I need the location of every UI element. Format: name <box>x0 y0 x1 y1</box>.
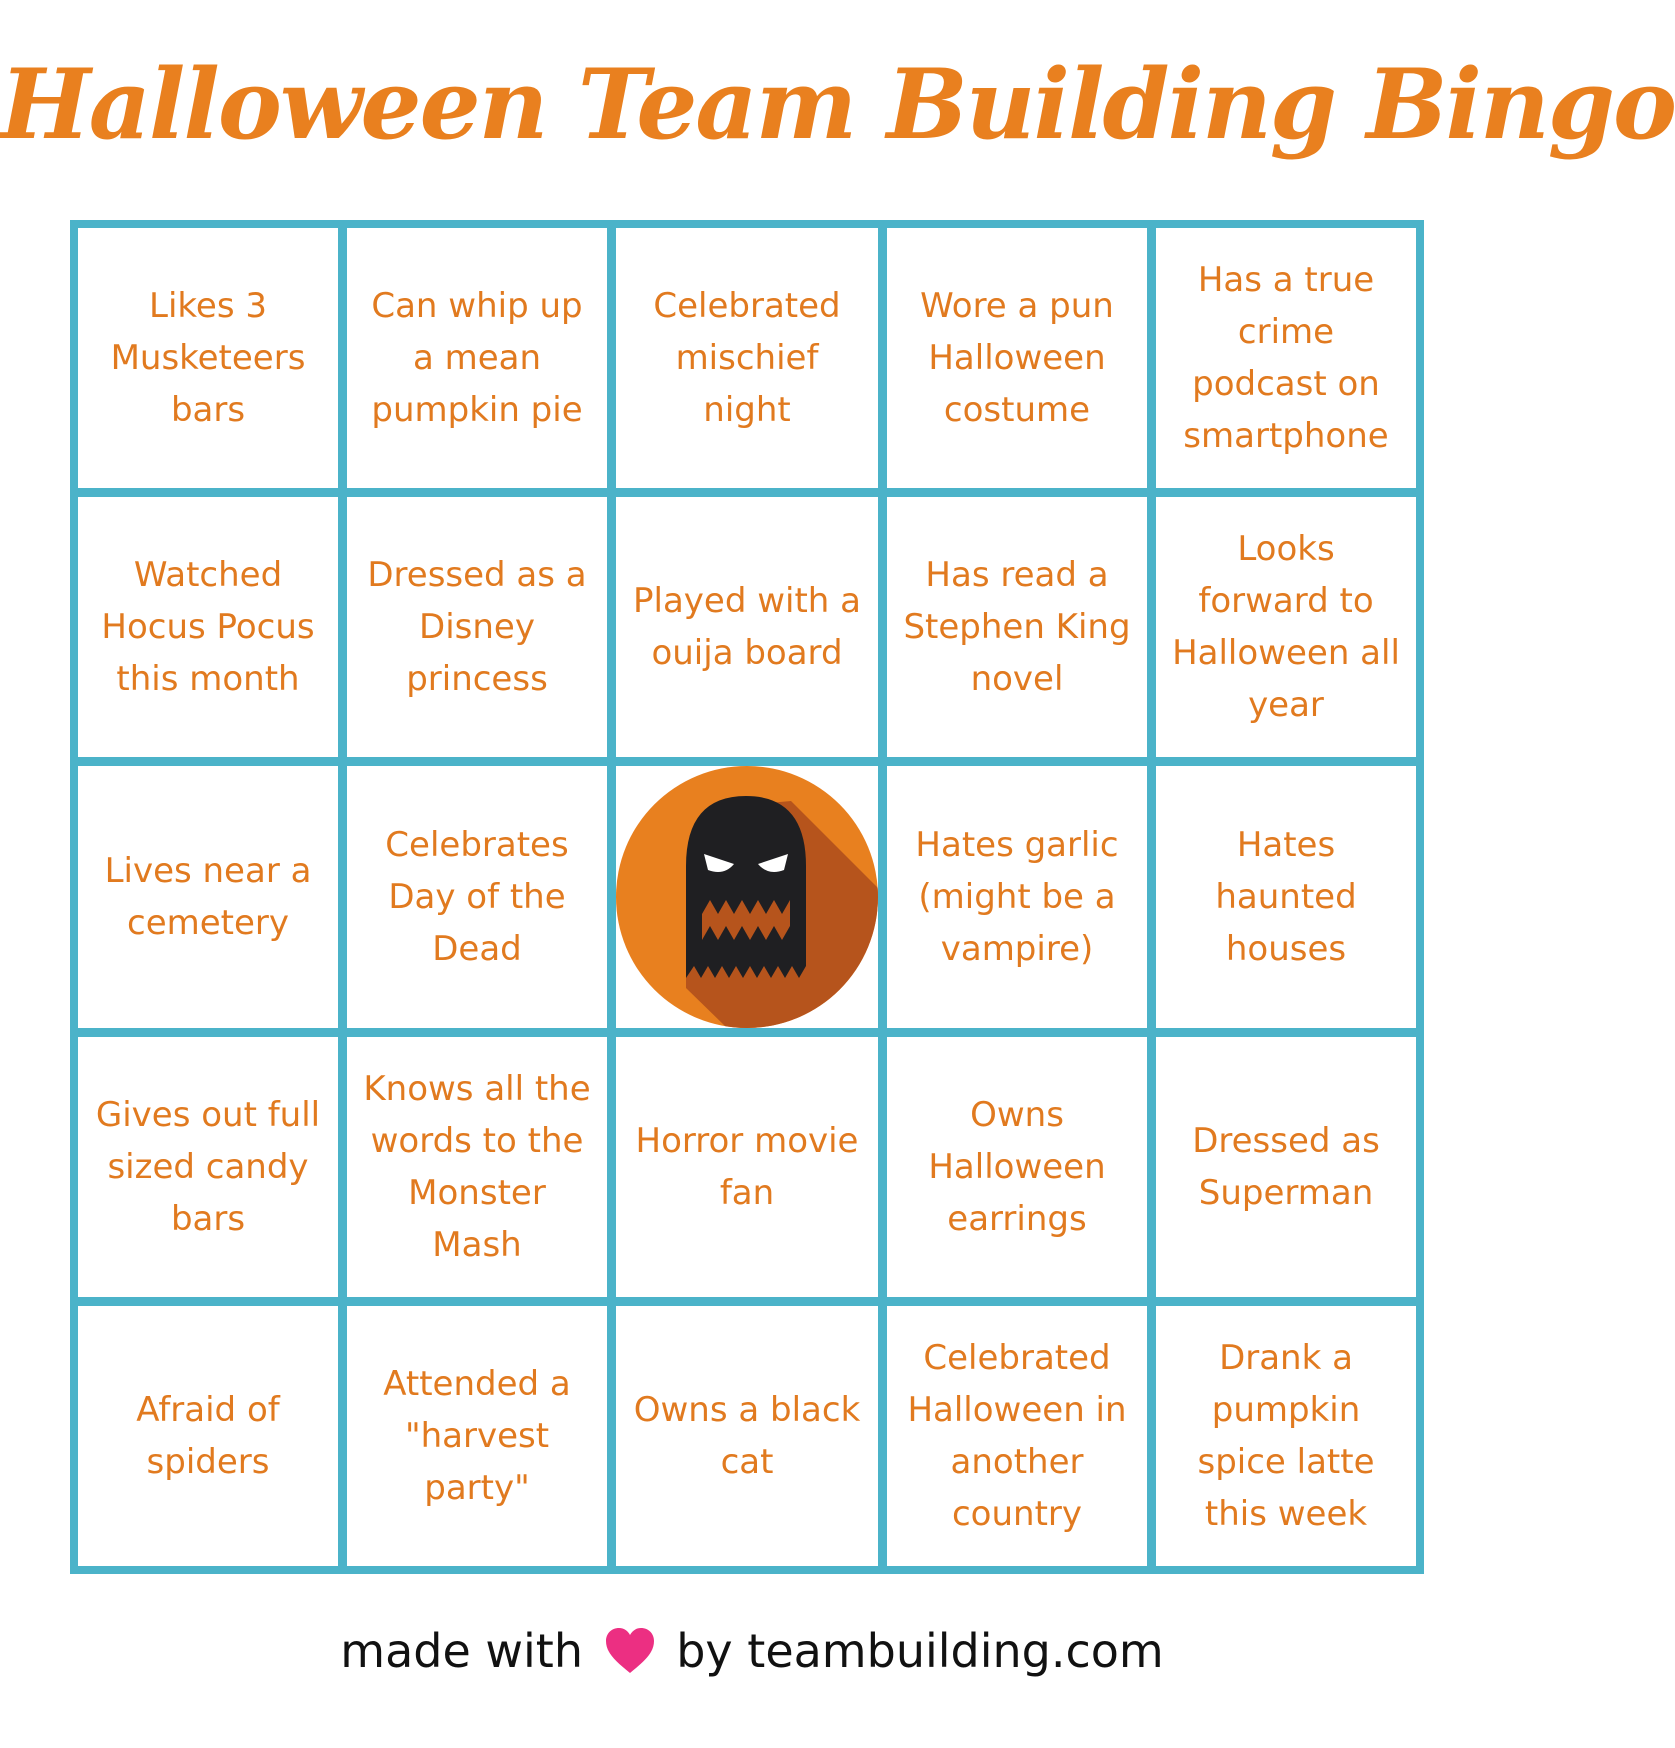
bingo-cell-label: Hates garlic (might be a vampire) <box>915 825 1119 969</box>
bingo-cell[interactable] <box>78 1037 338 1297</box>
bingo-cell[interactable] <box>1156 497 1416 757</box>
bingo-cell[interactable] <box>616 1037 878 1297</box>
bingo-cell[interactable] <box>616 1306 878 1566</box>
footer-text-after: by teambuilding.com <box>676 1624 1164 1678</box>
bingo-cell-label: Celebrated Halloween in another country <box>907 1338 1127 1534</box>
bingo-cell[interactable] <box>347 1306 607 1566</box>
bingo-cell-label: Horror movie fan <box>635 1121 859 1213</box>
bingo-cell-label: Drank a pumpkin spice latte this week <box>1197 1338 1375 1534</box>
bingo-cell-label: Has read a Stephen King novel <box>903 555 1131 699</box>
bingo-cell-label: Lives near a cemetery <box>104 851 312 943</box>
bingo-cell[interactable] <box>1156 1037 1416 1297</box>
bingo-cell[interactable] <box>347 1037 607 1297</box>
bingo-cell-label: Wore a pun Halloween costume <box>920 286 1114 430</box>
bingo-cell[interactable] <box>347 228 607 488</box>
bingo-cell-label: Knows all the words to the Monster Mash <box>363 1069 591 1265</box>
bingo-cell[interactable] <box>616 497 878 757</box>
bingo-cell[interactable] <box>887 228 1147 488</box>
bingo-cell-label: Dressed as Superman <box>1192 1121 1380 1213</box>
free-space-cell[interactable] <box>616 766 878 1028</box>
bingo-cell-label: Played with a ouija board <box>633 581 861 673</box>
bingo-cell[interactable] <box>887 1037 1147 1297</box>
bingo-cell[interactable] <box>78 228 338 488</box>
footer-credit <box>0 1624 1504 1686</box>
bingo-cell-label: Likes 3 Musketeers bars <box>110 286 306 430</box>
bingo-board <box>70 220 1424 1574</box>
bingo-cell[interactable] <box>887 766 1147 1028</box>
bingo-cell[interactable] <box>887 497 1147 757</box>
bingo-cell[interactable] <box>1156 766 1416 1028</box>
bingo-cell[interactable] <box>1156 1306 1416 1566</box>
bingo-cell-label: Celebrates Day of the Dead <box>385 825 569 969</box>
bingo-cell-label: Can whip up a mean pumpkin pie <box>371 286 583 430</box>
bingo-cell-label: Looks forward to Halloween all year <box>1172 529 1400 725</box>
bingo-cell-label: Has a true crime podcast on smartphone <box>1183 260 1389 456</box>
bingo-cell-label: Gives out full sized candy bars <box>95 1095 321 1239</box>
bingo-cell-label: Attended a "harvest party" <box>383 1364 571 1508</box>
bingo-cell-label: Celebrated mischief night <box>653 286 841 430</box>
bingo-cell[interactable] <box>78 1306 338 1566</box>
ghost-icon <box>616 766 878 1028</box>
footer-text-before: made with <box>340 1624 583 1678</box>
heart-icon <box>604 1627 656 1686</box>
bingo-cell[interactable] <box>887 1306 1147 1566</box>
bingo-cell-label: Owns Halloween earrings <box>928 1095 1106 1239</box>
page-title: Halloween Team Building Bingo <box>0 48 1675 161</box>
bingo-cell-label: Owns a black cat <box>633 1390 861 1482</box>
bingo-cell-label: Dressed as a Disney princess <box>367 555 587 699</box>
bingo-cell[interactable] <box>347 497 607 757</box>
bingo-cell[interactable] <box>78 497 338 757</box>
bingo-cell-label: Afraid of spiders <box>136 1390 280 1482</box>
bingo-cell-label: Watched Hocus Pocus this month <box>101 555 315 699</box>
bingo-cell-label: Hates haunted houses <box>1215 825 1357 969</box>
bingo-cell[interactable] <box>616 228 878 488</box>
bingo-cell[interactable] <box>347 766 607 1028</box>
bingo-cell[interactable] <box>78 766 338 1028</box>
bingo-cell[interactable] <box>1156 228 1416 488</box>
